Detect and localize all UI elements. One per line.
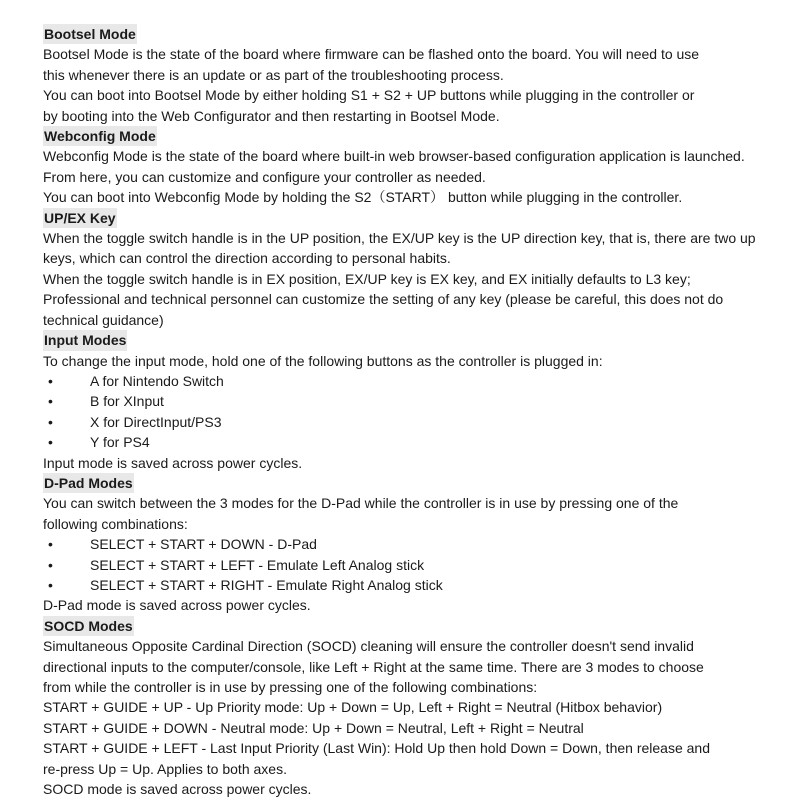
section-bootsel-mode <box>43 24 800 126</box>
heading-dpad-modes: D-Pad Modes <box>43 473 134 493</box>
list-item <box>43 555 800 575</box>
section-socd-modes <box>43 616 800 800</box>
list-item-text: SELECT + START + RIGHT - Emulate Right Analog stick <box>90 576 443 593</box>
list-item-text: SELECT + START + DOWN - D-Pad <box>90 536 317 553</box>
paragraph-line: You can switch between the 3 modes for the D-Pad while the controller is in use by pressing one of the <box>43 495 679 512</box>
paragraph-line: D-Pad mode is saved across power cycles. <box>43 597 311 614</box>
list-item <box>43 391 800 411</box>
list-item-text: X for DirectInput/PS3 <box>90 413 222 430</box>
section-dpad-modes <box>43 473 800 616</box>
paragraph-line: following combinations: <box>43 515 188 532</box>
bullet-icon: • <box>48 372 53 389</box>
paragraph-line: You can boot into Bootsel Mode by either holding S1 + S2 + UP buttons while plugging in the controller or <box>43 87 695 104</box>
paragraph-line: keys, which can control the direction according to personal habits. <box>43 250 451 267</box>
paragraph-line: Bootsel Mode is the state of the board where firmware can be flashed onto the board. You will need to use <box>43 46 700 63</box>
list-item-text: A for Nintendo Switch <box>90 372 224 389</box>
bullet-icon: • <box>48 536 53 553</box>
heading-input-modes: Input Modes <box>43 330 127 350</box>
section-webconfig-mode <box>43 126 800 208</box>
paragraph-line: When the toggle switch handle is in the UP position, the EX/UP key is the UP direction key, that is, there are two up <box>43 230 756 247</box>
section-input-modes <box>43 330 800 473</box>
paragraph-line: from while the controller is in use by pressing one of the following combinations: <box>43 679 538 695</box>
section-up-ex-key <box>43 208 800 330</box>
paragraph-line: You can boot into Webconfig Mode by holding the S2（START） button while plugging in the controller. <box>43 189 683 206</box>
paragraph-line: START + GUIDE + DOWN - Neutral mode: Up + Down = Neutral, Left + Right = Neutral <box>43 719 584 736</box>
paragraph-line: re-press Up = Up. Applies to both axes. <box>43 760 287 777</box>
bullet-icon: • <box>48 393 53 410</box>
bullet-icon: • <box>48 413 53 430</box>
bullet-icon: • <box>48 576 53 593</box>
list-item <box>43 371 800 391</box>
list-item-text: Y for PS4 <box>90 434 150 451</box>
list-item <box>43 432 800 452</box>
paragraph-line: From here, you can customize and configure your controller as needed. <box>43 168 486 185</box>
paragraph-line: Webconfig Mode is the state of the board where built-in web browser-based configuration application is launched. <box>43 148 745 165</box>
heading-webconfig-mode: Webconfig Mode <box>43 126 157 146</box>
list-item-text: SELECT + START + LEFT - Emulate Left Analog stick <box>90 556 425 573</box>
list-item <box>43 412 800 432</box>
paragraph-line: Input mode is saved across power cycles. <box>43 454 303 471</box>
bullet-icon: • <box>48 556 53 573</box>
heading-up-ex-key: UP/EX Key <box>43 208 117 228</box>
paragraph-line: SOCD mode is saved across power cycles. <box>43 781 312 798</box>
heading-socd-modes: SOCD Modes <box>43 616 134 636</box>
paragraph-line: To change the input mode, hold one of the following buttons as the controller is plugged in: <box>43 352 603 369</box>
heading-bootsel-mode: Bootsel Mode <box>43 24 137 44</box>
paragraph-line: Simultaneous Opposite Cardinal Direction (SOCD) cleaning will ensure the controller doesn't send invalid <box>43 638 694 655</box>
list-item <box>43 575 800 595</box>
list-item <box>43 534 800 554</box>
list-item-text: B for XInput <box>90 393 164 410</box>
paragraph-line: technical guidance) <box>43 311 164 328</box>
paragraph-line: When the toggle switch handle is in EX position, EX/UP key is EX key, and EX initially defaults to L3 key; <box>43 270 691 287</box>
paragraph-line: directional inputs to the computer/console, like Left + Right at the same time. There are 3 modes to choose <box>43 658 704 675</box>
paragraph-line: Professional and technical personnel can customize the setting of any key (please be careful, this does not do <box>43 291 724 308</box>
paragraph-line: START + GUIDE + LEFT - Last Input Priority (Last Win): Hold Up then hold Down = Down, then release and <box>43 740 710 757</box>
paragraph-line: START + GUIDE + UP - Up Priority mode: Up + Down = Up, Left + Right = Neutral (Hitbox behavior) <box>43 699 663 716</box>
paragraph-line: this whenever there is an update or as part of the troubleshooting process. <box>43 66 504 83</box>
bullet-icon: • <box>48 434 53 451</box>
paragraph-line: by booting into the Web Configurator and then restarting in Bootsel Mode. <box>43 107 500 124</box>
